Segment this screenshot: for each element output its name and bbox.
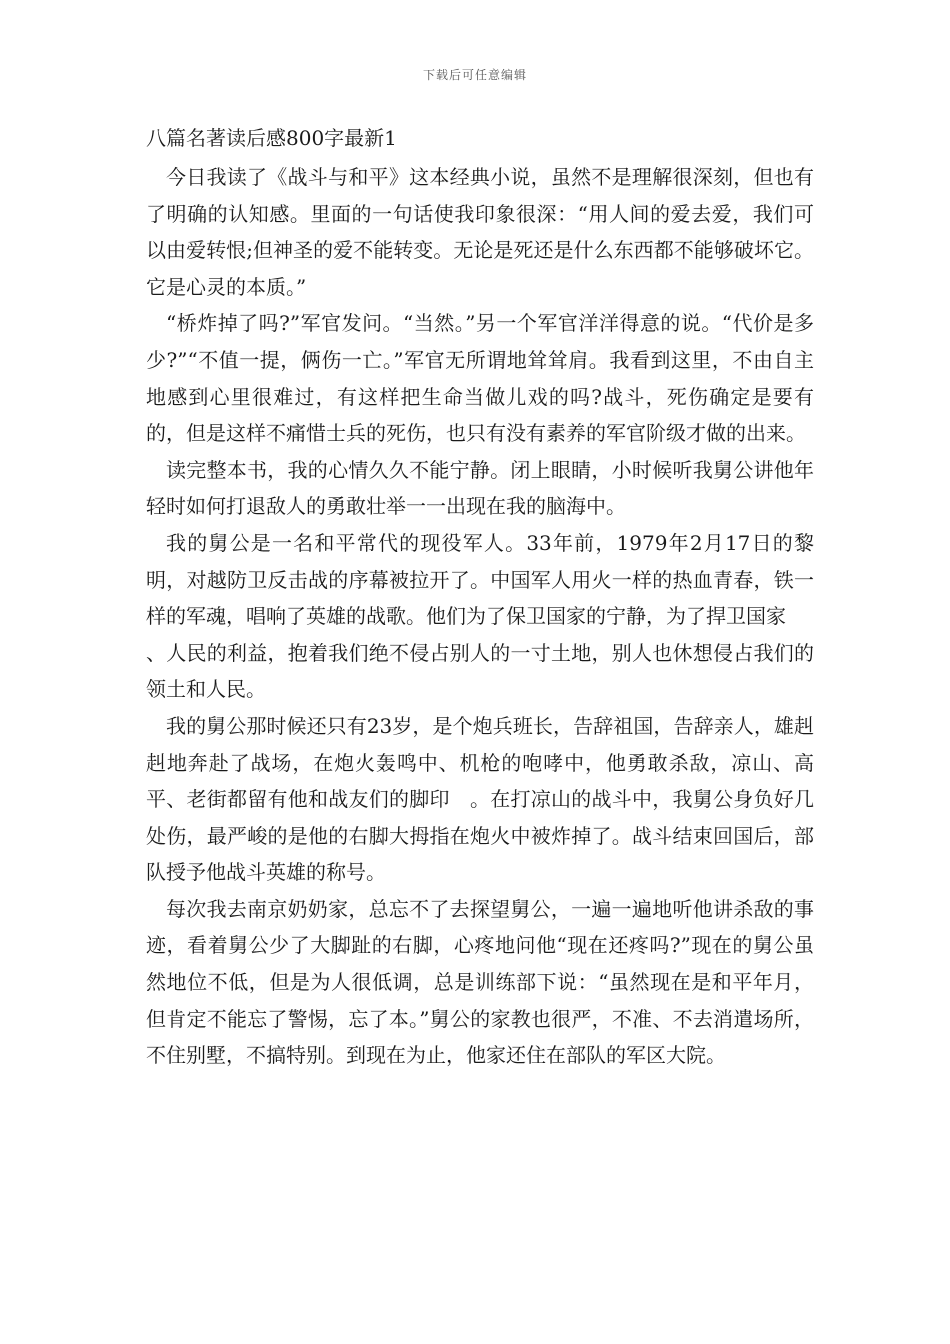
paragraph-3: 读完整本书，我的心情久久不能宁静。闭上眼睛，小时候听我舅公讲他年轻时如何打退敌人的勇敢壮举一一出现在我的脑海中。	[146, 457, 814, 519]
paragraph-6: 我的舅公那时候还只有23岁，是个炮兵班长，告辞祖国，告辞亲人，雄赳赳地奔赴了战场，在炮火轰鸣中、机枪的咆哮中，他勇敢杀敌，凉山、高平、老街都留有他和战友们的脚印 。在打凉山的战斗中，我舅公身负好几处伤，最严峻的是他的右脚大拇指在炮火中被炸掉了。战斗结束回国后，部队授予他战斗英雄的称号。	[146, 713, 814, 885]
header-note: 下载后可任意编辑	[422, 68, 527, 82]
paragraph-2: “桥炸掉了吗?”军官发问。“当然。”另一个军官洋洋得意的说。“代价是多少?”“不值一提，俩伤一亡。”军官无所谓地耸耸肩。我看到这里，不由自主地感到心里很难过，有这样把生命当做儿戏的吗?战斗，死伤确定是要有的，但是这样不痛惜士兵的死伤，也只有没有素养的军官阶级才做的出来。	[146, 311, 814, 446]
paragraph-1: 今日我读了《战斗与和平》这本经典小说，虽然不是理解很深刻，但也有了明确的认知感。里面的一句话使我印象很深：“用人间的爱去爱，我们可以由爱转恨;但神圣的爱不能转变。无论是死还是什么东西都不能够破坏它。它是心灵的本质。”	[146, 165, 814, 299]
paragraph-5: 、人民的利益，抱着我们绝不侵占别人的一寸土地，别人也休想侵占我们的领土和人民。	[146, 640, 814, 702]
document-body	[146, 121, 814, 1074]
document-title: 八篇名著读后感800字最新1	[146, 126, 397, 150]
paragraph-4: 我的舅公是一名和平常代的现役军人。33年前，1979年2月17日的黎明，对越防卫反击战的序幕被拉开了。中国军人用火一样的热血青春，铁一样的军魂，唱响了英雄的战歌。他们为了保卫国家的宁静，为了捍卫国家	[146, 530, 814, 629]
paragraph-7: 每次我去南京奶奶家，总忘不了去探望舅公，一遍一遍地听他讲杀敌的事迹，看着舅公少了大脚趾的右脚，心疼地问他“现在还疼吗?”现在的舅公虽然地位不低，但是为人很低调，总是训练部下说：“虽然现在是和平年月，但肯定不能忘了警惕，忘了本。”舅公的家教也很严，不准、不去消遣场所，不住别墅，不搞特别。到现在为止，他家还住在部队的军区大院。	[146, 896, 814, 1068]
